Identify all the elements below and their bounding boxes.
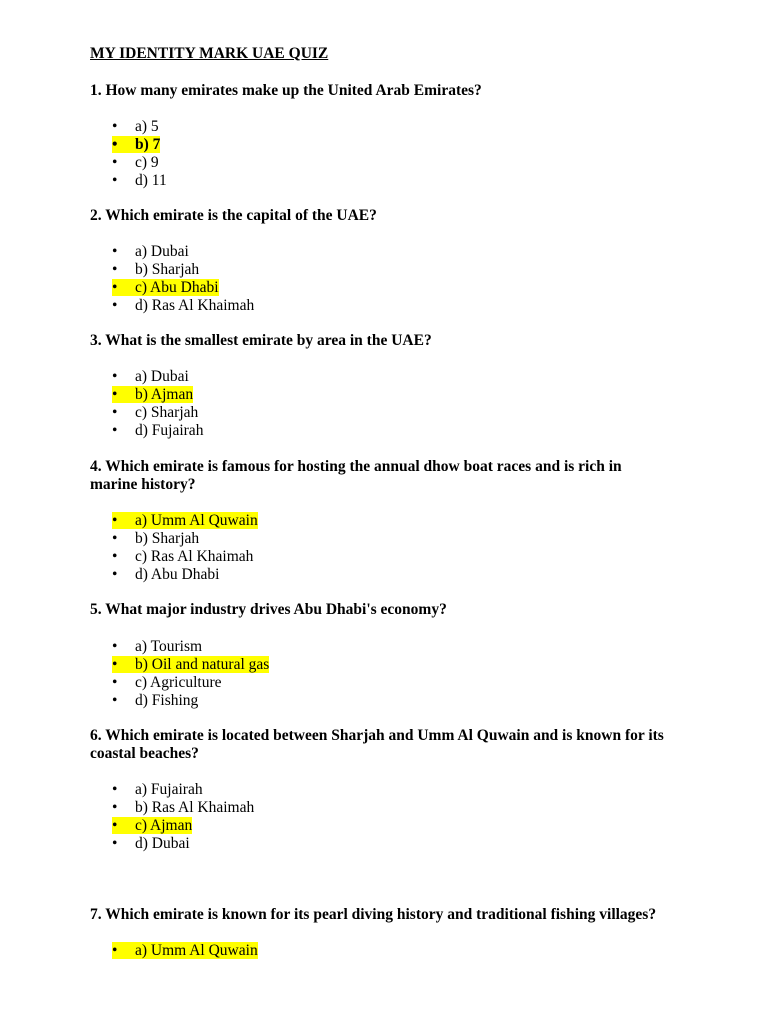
question-6: 6. Which emirate is located between Sharjah and Umm Al Quwain and is known for its coastal beaches? <box>90 727 664 762</box>
option-text: a) Umm Al Quwain <box>135 512 258 529</box>
option-3d <box>0 422 700 440</box>
bullet-icon <box>112 243 135 261</box>
option-6b <box>0 799 700 817</box>
option-text: c) 9 <box>135 154 159 171</box>
option-text: b) Oil and natural gas <box>135 656 270 673</box>
option-row <box>112 243 189 260</box>
option-4c <box>0 548 700 566</box>
bullet-icon <box>112 781 135 799</box>
option-2c <box>0 279 700 297</box>
option-row-answer <box>112 386 193 403</box>
option-text: c) Sharjah <box>135 404 199 421</box>
bullet-icon <box>112 799 135 817</box>
question-5: 5. What major industry drives Abu Dhabi's economy? <box>90 601 447 618</box>
option-text: d) Abu Dhabi <box>135 566 220 583</box>
option-6a <box>0 781 700 799</box>
bullet-icon <box>112 692 135 710</box>
bullet-icon <box>112 422 135 440</box>
option-text: c) Abu Dhabi <box>135 279 219 296</box>
bullet-icon <box>112 172 135 190</box>
option-text: d) 11 <box>135 172 167 189</box>
bullet-icon <box>112 136 135 154</box>
bullet-icon <box>112 548 135 566</box>
option-5d <box>0 692 700 710</box>
option-4b <box>0 530 700 548</box>
bullet-icon <box>112 674 135 692</box>
option-text: b) Ras Al Khaimah <box>135 799 255 816</box>
option-text: d) Fujairah <box>135 422 204 439</box>
bullet-icon <box>112 656 135 674</box>
option-text: b) Sharjah <box>135 530 200 547</box>
bullet-icon <box>112 154 135 172</box>
options-question-3 <box>0 368 700 440</box>
bullet-icon <box>112 404 135 422</box>
option-row <box>112 781 203 798</box>
option-2b <box>0 261 700 279</box>
question-7: 7. Which emirate is known for its pearl diving history and traditional fishing villages? <box>90 906 657 923</box>
options-question-1 <box>0 118 700 190</box>
option-row <box>112 835 190 852</box>
option-row <box>112 261 199 278</box>
options-question-7 <box>0 942 700 960</box>
bullet-icon <box>112 638 135 656</box>
option-row-answer <box>112 942 258 959</box>
question-1: 1. How many emirates make up the United Arab Emirates? <box>90 82 482 99</box>
option-4a <box>0 512 700 530</box>
option-text: d) Ras Al Khaimah <box>135 297 255 314</box>
bullet-icon <box>112 279 135 297</box>
option-6c <box>0 817 700 835</box>
option-row <box>112 172 167 189</box>
bullet-icon <box>112 512 135 530</box>
bullet-icon <box>112 261 135 279</box>
options-question-6 <box>0 781 700 853</box>
option-2d <box>0 297 700 315</box>
bullet-icon <box>112 835 135 853</box>
option-row-answer <box>112 279 219 296</box>
option-row <box>112 118 159 135</box>
options-question-5 <box>0 638 700 710</box>
question-2: 2. Which emirate is the capital of the UAE? <box>90 207 377 224</box>
bullet-icon <box>112 566 135 584</box>
option-row <box>112 297 254 314</box>
option-row <box>112 530 199 547</box>
option-text: a) Dubai <box>135 243 189 260</box>
option-text: c) Ras Al Khaimah <box>135 548 254 565</box>
option-row <box>112 548 253 565</box>
option-text: a) 5 <box>135 118 159 135</box>
option-text: a) Fujairah <box>135 781 203 798</box>
question-3: 3. What is the smallest emirate by area in the UAE? <box>90 332 432 349</box>
option-row <box>112 368 189 385</box>
option-text: d) Fishing <box>135 692 199 709</box>
option-7a <box>0 942 700 960</box>
question-4: 4. Which emirate is famous for hosting the annual dhow boat races and is rich in marine history? <box>90 458 622 493</box>
option-row <box>112 799 254 816</box>
option-row <box>112 566 219 583</box>
option-row-answer <box>112 656 269 673</box>
option-5c <box>0 674 700 692</box>
option-1a <box>0 118 700 136</box>
option-5a <box>0 638 700 656</box>
option-3c <box>0 404 700 422</box>
bullet-icon <box>112 368 135 386</box>
option-2a <box>0 243 700 261</box>
options-question-2 <box>0 243 700 315</box>
option-text: b) Ajman <box>135 386 194 403</box>
option-3a <box>0 368 700 386</box>
option-1d <box>0 172 700 190</box>
option-text: a) Dubai <box>135 368 189 385</box>
bullet-icon <box>112 297 135 315</box>
bullet-icon <box>112 817 135 835</box>
quiz-title: MY IDENTITY MARK UAE QUIZ <box>90 45 329 62</box>
option-6d <box>0 835 700 853</box>
option-text: d) Dubai <box>135 835 190 852</box>
option-4d <box>0 566 700 584</box>
option-row-answer <box>112 136 160 153</box>
option-text: a) Tourism <box>135 638 203 655</box>
option-1b <box>0 136 700 154</box>
option-3b <box>0 386 700 404</box>
option-row <box>112 638 202 655</box>
option-row <box>112 422 203 439</box>
option-row-answer <box>112 512 258 529</box>
option-text: c) Agriculture <box>135 674 222 691</box>
option-row <box>112 674 222 691</box>
option-row <box>112 404 198 421</box>
option-text: b) 7 <box>135 136 161 153</box>
option-text: a) Umm Al Quwain <box>135 942 258 959</box>
bullet-icon <box>112 386 135 404</box>
option-text: b) Sharjah <box>135 261 200 278</box>
option-row <box>112 692 198 709</box>
option-row <box>112 154 159 171</box>
bullet-icon <box>112 530 135 548</box>
bullet-icon <box>112 942 135 960</box>
option-5b <box>0 656 700 674</box>
option-text: c) Ajman <box>135 817 193 834</box>
bullet-icon <box>112 118 135 136</box>
option-row-answer <box>112 817 192 834</box>
options-question-4 <box>0 512 700 584</box>
option-1c <box>0 154 700 172</box>
